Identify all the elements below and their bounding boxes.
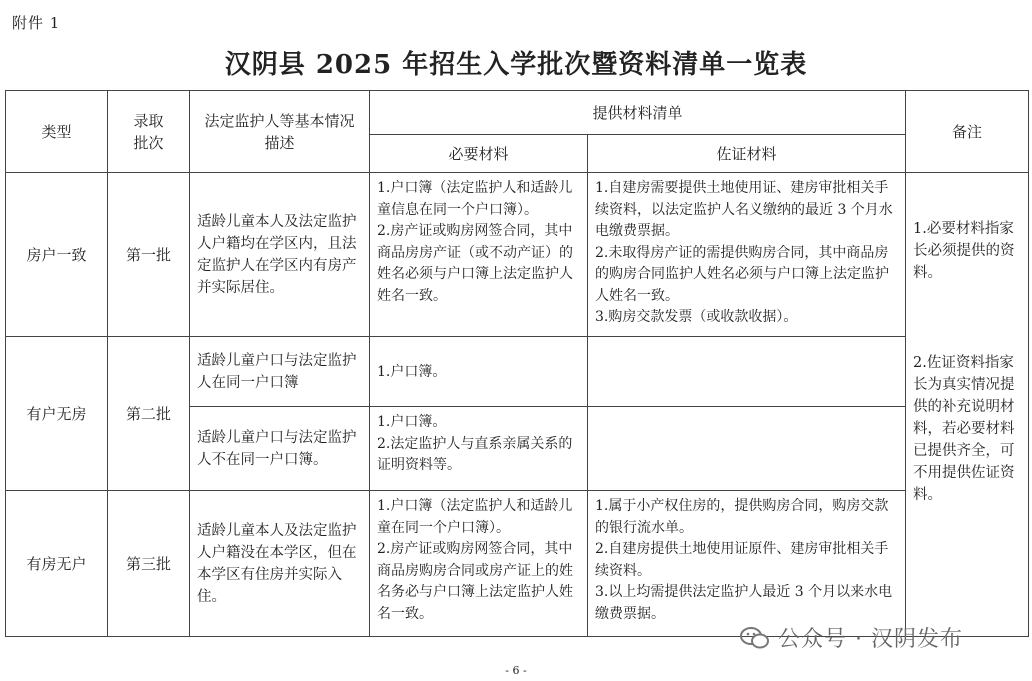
- header-batch: 录取 批次: [108, 91, 190, 173]
- row-type: 房户一致: [6, 173, 108, 337]
- header-required: 必要材料: [370, 135, 588, 173]
- row-situation: 适龄儿童户口与法定监护人不在同一户口簿。: [190, 407, 370, 491]
- row-situation: 适龄儿童本人及法定监护人户籍没在本学区，但在本学区有住房并实际入住。: [190, 491, 370, 637]
- enrollment-table: [5, 90, 1029, 637]
- list-item: 1.户口簿（法定监护人和适龄儿童在同一个户口簿）。: [377, 498, 573, 536]
- list-item: 2.法定监护人与直系亲属关系的证明资料等。: [377, 435, 573, 473]
- attachment-label: 附件 1: [12, 14, 61, 32]
- header-materials: 提供材料清单: [370, 91, 906, 135]
- table-row: [6, 491, 1029, 637]
- header-supporting: 佐证材料: [588, 135, 906, 173]
- row-batch: 第三批: [108, 491, 190, 637]
- remarks-cell: [906, 173, 1029, 637]
- watermark: [740, 622, 963, 653]
- list-item: 2.房产证或购房网签合同，其中商品房购房合同或房产证上的姓名务必与户口簿上法定监护人姓名一致。: [377, 541, 573, 622]
- row-situation: 适龄儿童户口与法定监护人在同一户口簿: [190, 337, 370, 407]
- table-row: [6, 337, 1029, 407]
- row-required: [370, 173, 588, 337]
- list-item: 1.户口簿。: [377, 414, 447, 430]
- list-item: 2.未取得房产证的需提供购房合同，其中商品房的购房合同监护人姓名必须与户口簿上法定监护人姓名一致。: [595, 244, 889, 304]
- watermark-text: 公众号 · 汉阴发布: [778, 627, 963, 652]
- header-situation: 法定监护人等基本情况描述: [190, 91, 370, 173]
- row-required: [370, 407, 588, 491]
- list-item: 1.户口簿（法定监护人和适龄儿童信息在同一个户口簿）。: [377, 180, 573, 218]
- list-item: 3.购房交款发票（或收款收据）。: [595, 309, 798, 325]
- list-item: 1.自建房需要提供土地使用证、建房审批相关手续资料，以法定监护人名义缴纳的最近 3 个月水电缴费票据。: [595, 180, 893, 239]
- row-supporting: [588, 337, 906, 407]
- row-supporting: [588, 173, 906, 337]
- row-batch: 第二批: [108, 337, 190, 491]
- wechat-icon: [740, 626, 770, 650]
- row-situation: 适龄儿童本人及法定监护人户籍均在学区内，且法定监护人在学区内有房产并实际居住。: [190, 173, 370, 337]
- remark-item: 1.必要材料指家长必须提供的资料。: [913, 221, 1015, 281]
- remark-item: 2.佐证资料指家长为真实情况提供的补充说明材料，若必要材料已提供齐全，可不用提供佐证资料。: [913, 355, 1015, 503]
- list-item: 1.属于小产权住房的，提供购房合同，购房交款的银行流水单。: [595, 498, 889, 536]
- table-row: [6, 173, 1029, 337]
- row-type: 有户无房: [6, 337, 108, 491]
- header-remarks: 备注: [906, 91, 1029, 173]
- row-supporting: [588, 407, 906, 491]
- list-item: 1.户口簿。: [377, 363, 447, 380]
- row-type: 有房无户: [6, 491, 108, 637]
- page-number: - 6 -: [505, 664, 527, 677]
- row-batch: 第一批: [108, 173, 190, 337]
- header-type: 类型: [6, 91, 108, 173]
- row-required: [370, 491, 588, 637]
- list-item: 2.房产证或购房网签合同，其中商品房房产证（或不动产证）的姓名必须与户口簿上法定监护人姓名一致。: [377, 223, 573, 304]
- row-supporting: [588, 491, 906, 637]
- list-item: 3.以上均需提供法定监护人最近 3 个月以来水电缴费票据。: [595, 584, 893, 622]
- page-title: 汉阴县 2025 年招生入学批次暨资料清单一览表: [224, 50, 808, 80]
- list-item: 2.自建房提供土地使用证原件、建房审批相关手续资料。: [595, 541, 889, 579]
- row-required: [370, 337, 588, 407]
